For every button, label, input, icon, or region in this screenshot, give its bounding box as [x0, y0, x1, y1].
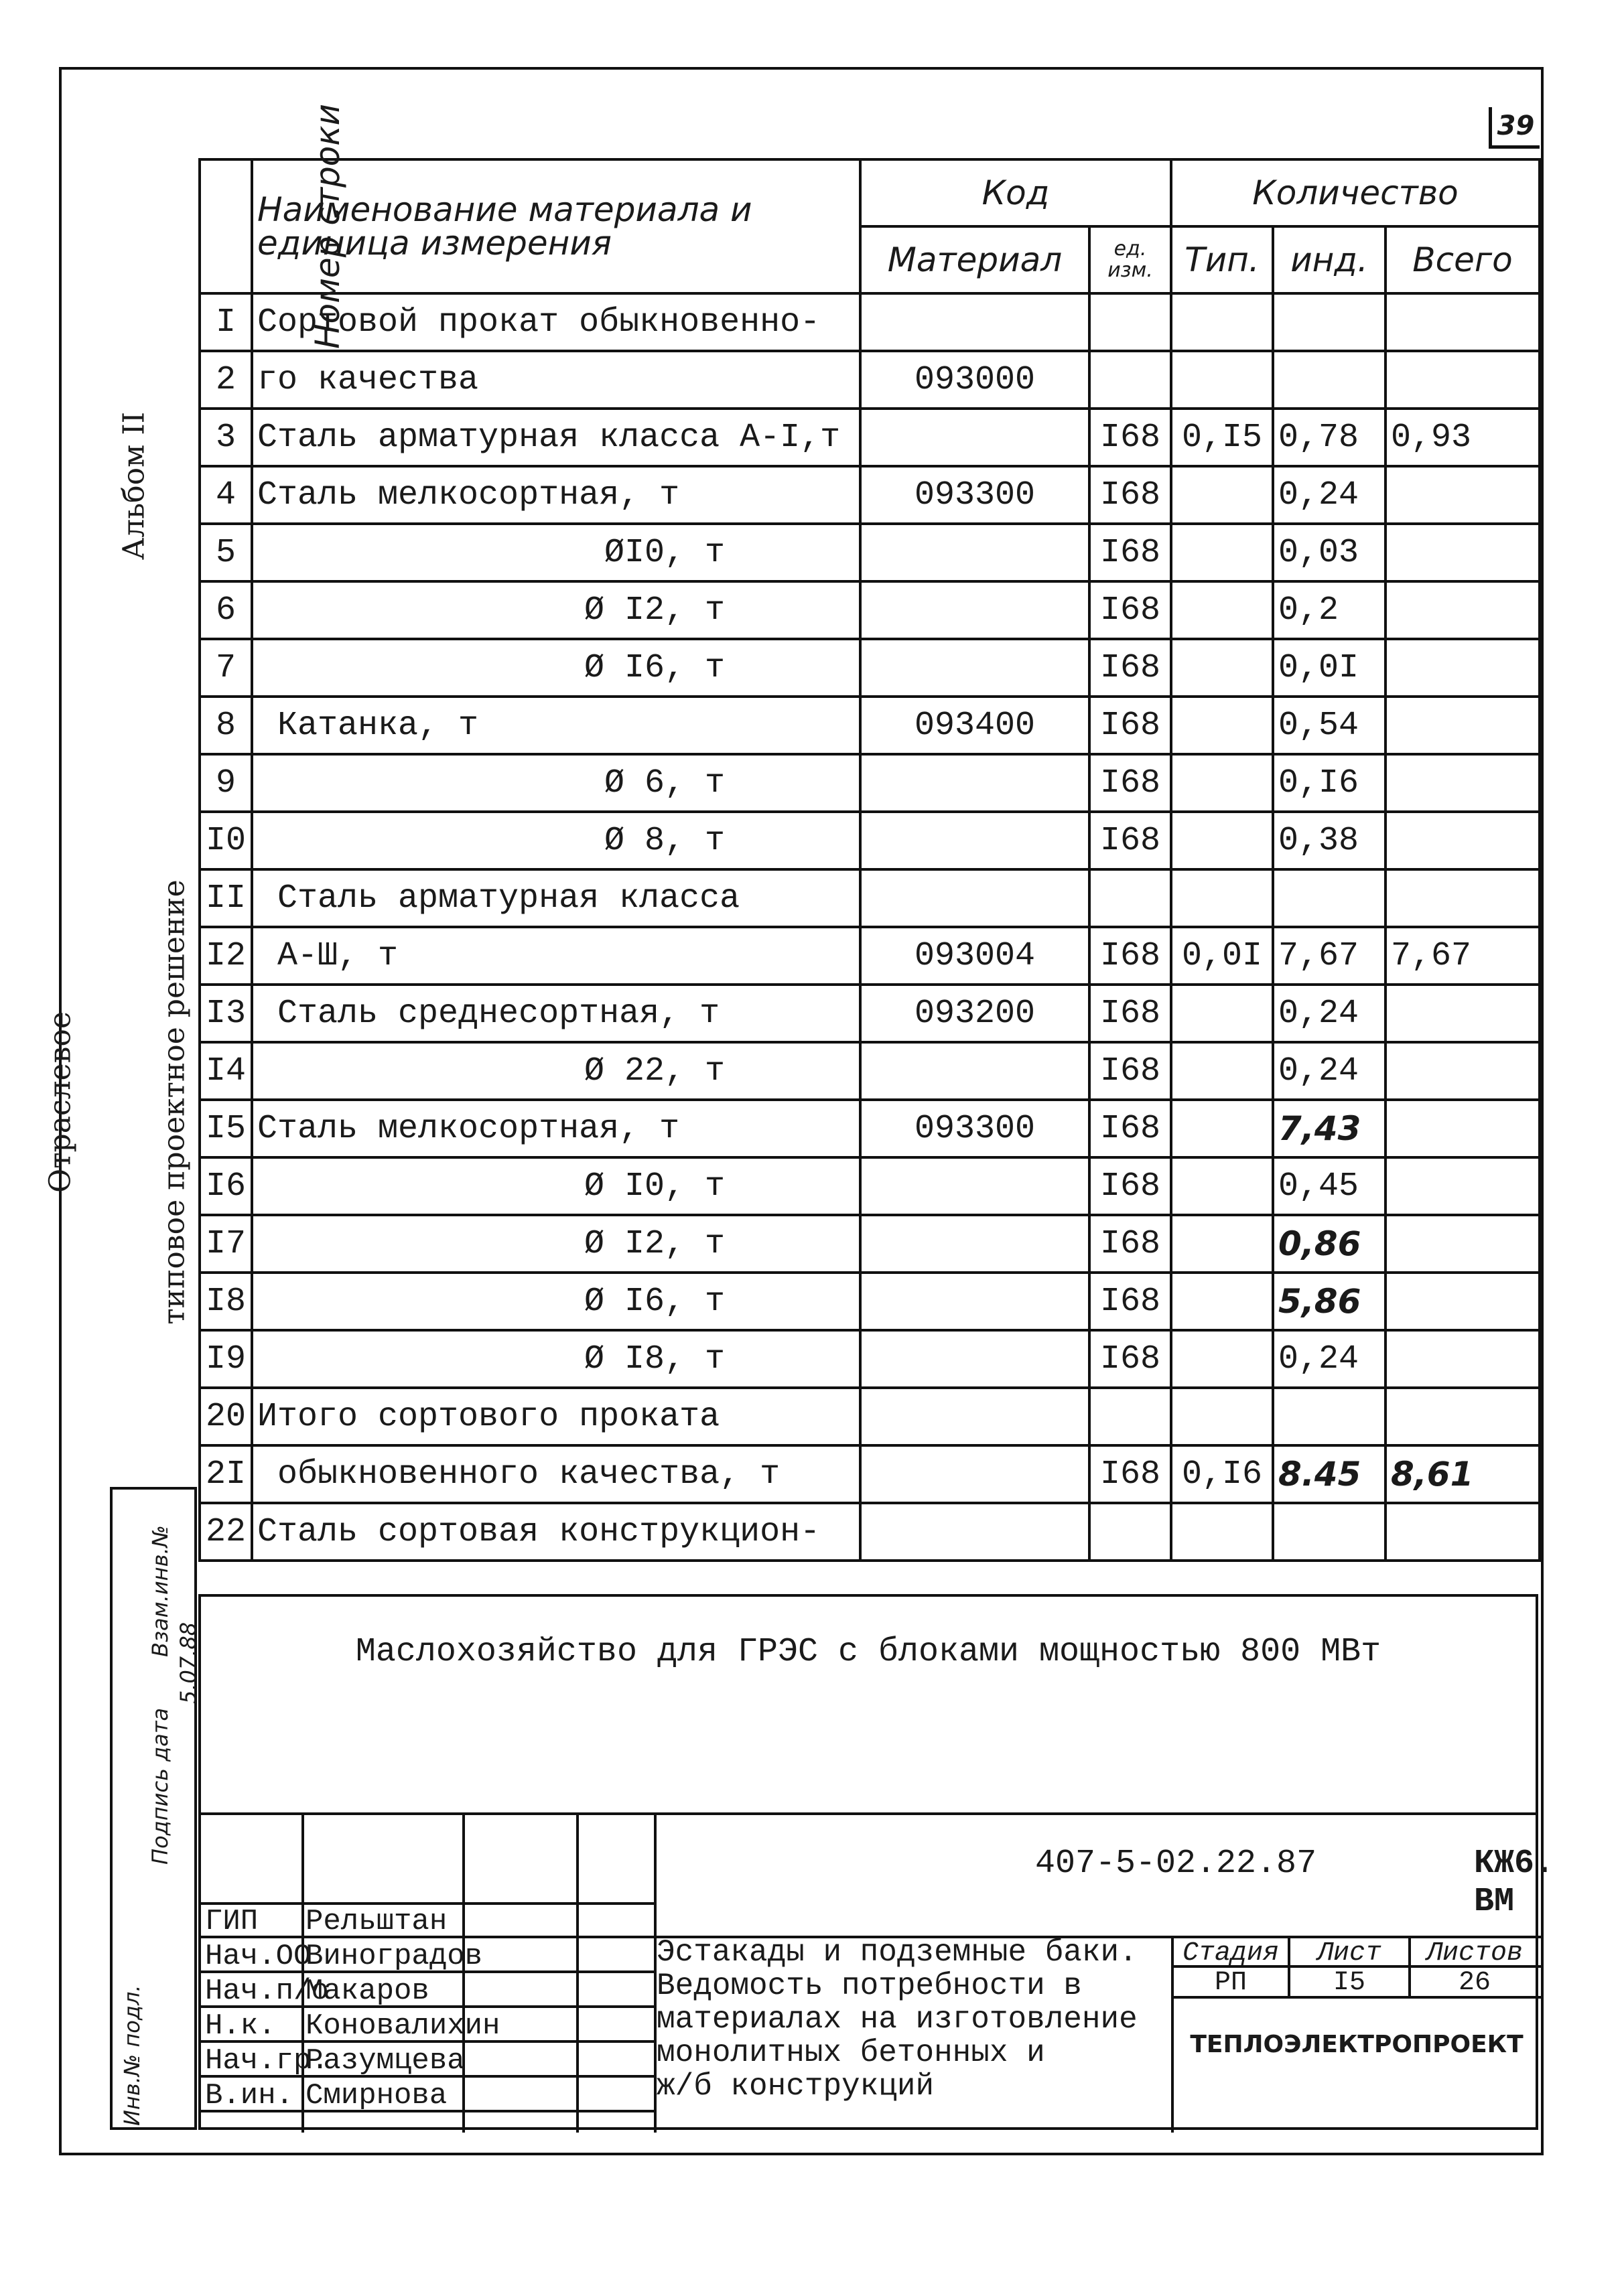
cell-ind	[1273, 869, 1385, 927]
table-row	[200, 754, 1540, 812]
cell-no: 22	[200, 1503, 252, 1561]
cell-typ	[1171, 869, 1273, 927]
cell-typ	[1171, 1215, 1273, 1273]
cell-unit	[1089, 1388, 1171, 1445]
cell-name: го качества	[252, 351, 860, 409]
cell-code	[860, 1503, 1089, 1561]
cell-no: I9	[200, 1330, 252, 1388]
role-gip: ГИП	[205, 1905, 259, 1938]
cell-code	[860, 524, 1089, 581]
cell-no: 5	[200, 524, 252, 581]
cell-code	[860, 293, 1089, 351]
cell-no: 2I	[200, 1445, 252, 1503]
table-row	[200, 812, 1540, 869]
cell-ind	[1273, 1503, 1385, 1561]
cell-typ	[1171, 985, 1273, 1042]
cell-typ	[1171, 1273, 1273, 1330]
cell-no: 20	[200, 1388, 252, 1445]
cell-no: I5	[200, 1100, 252, 1157]
table-row	[200, 869, 1540, 927]
cell-typ	[1171, 639, 1273, 697]
left-approval-stamp	[110, 1487, 201, 2130]
cell-no: 9	[200, 754, 252, 812]
cell-ind	[1273, 293, 1385, 351]
cell-unit: I68	[1089, 409, 1171, 466]
cell-ind: 8.45	[1273, 1445, 1385, 1503]
drawing-title: Маслохозяйство для ГРЭС с блоками мощностью 800 МВт	[355, 1633, 1381, 1671]
cell-unit: I68	[1089, 1273, 1171, 1330]
cell-unit: I68	[1089, 581, 1171, 639]
cell-no: 7	[200, 639, 252, 697]
cell-ind: 0,24	[1273, 1330, 1385, 1388]
cell-ind: 0,78	[1273, 409, 1385, 466]
cell-code	[860, 409, 1089, 466]
sheet-description: Эстакады и подземные баки. Ведомость потребности в материалах на изготовление монолитных бетонных и ж/б конструкций	[657, 1935, 1138, 2104]
cell-no: I2	[200, 927, 252, 985]
cell-name: Сталь мелкосортная, т	[252, 1100, 860, 1157]
stage-value: РП	[1214, 1968, 1247, 1998]
cell-name: Ø I6, т	[252, 1273, 860, 1330]
cell-ind: 7,43	[1273, 1100, 1385, 1157]
role-nk: Н.к.	[205, 2009, 276, 2043]
cell-ind: 0,24	[1273, 985, 1385, 1042]
cell-code	[860, 869, 1089, 927]
row-number-header: Номер строки	[200, 159, 252, 293]
stage-label: Стадия	[1182, 1938, 1280, 1968]
table-row	[200, 293, 1540, 351]
cell-unit: I68	[1089, 1100, 1171, 1157]
code-header: Код	[860, 159, 1171, 226]
project-label-line1: Отраслевое	[43, 1011, 78, 1193]
cell-unit: I68	[1089, 985, 1171, 1042]
cell-typ: 0,0I	[1171, 927, 1273, 985]
cell-ind	[1273, 1388, 1385, 1445]
name-nk: Коновалихин	[306, 2009, 500, 2043]
cell-name: Ø 6, т	[252, 754, 860, 812]
cell-no: II	[200, 869, 252, 927]
cell-total: 8,61	[1385, 1445, 1540, 1503]
cell-ind: 0,2	[1273, 581, 1385, 639]
cell-ind: 5,86	[1273, 1273, 1385, 1330]
sign-date-label: Подпись дата	[147, 1707, 173, 1865]
cell-no: 4	[200, 466, 252, 524]
cell-total	[1385, 697, 1540, 754]
cell-unit: I68	[1089, 1445, 1171, 1503]
cell-name: Сталь арматурная класса	[252, 869, 860, 927]
cell-ind: 0,86	[1273, 1215, 1385, 1273]
cell-name: ØI0, т	[252, 524, 860, 581]
cell-total	[1385, 466, 1540, 524]
cell-typ	[1171, 754, 1273, 812]
cell-typ	[1171, 466, 1273, 524]
cell-name: А-Ш, т	[252, 927, 860, 985]
cell-typ	[1171, 581, 1273, 639]
table-row	[200, 1445, 1540, 1503]
cell-no: 3	[200, 409, 252, 466]
cell-code: 093200	[860, 985, 1089, 1042]
cell-typ	[1171, 1042, 1273, 1100]
name-nach-oo: Виноградов	[306, 1940, 483, 1973]
cell-total	[1385, 639, 1540, 697]
cell-total: 0,93	[1385, 409, 1540, 466]
cell-no: 6	[200, 581, 252, 639]
cell-ind: 7,67	[1273, 927, 1385, 985]
document-code: 407-5-02.22.87	[1035, 1845, 1317, 1883]
table-row	[200, 1157, 1540, 1215]
cell-total	[1385, 1388, 1540, 1445]
cell-name: Итого сортового проката	[252, 1388, 860, 1445]
table-row	[200, 581, 1540, 639]
cell-ind: 0,03	[1273, 524, 1385, 581]
table-row	[200, 466, 1540, 524]
title-block	[198, 1594, 1538, 1815]
typ-header: Тип.	[1171, 226, 1273, 293]
cell-unit: I68	[1089, 754, 1171, 812]
table-row	[200, 927, 1540, 985]
table-row	[200, 351, 1540, 409]
cell-total	[1385, 985, 1540, 1042]
role-nach-po: Нач.п/о	[205, 1975, 329, 2008]
cell-code: 093004	[860, 927, 1089, 985]
cell-unit: I68	[1089, 1330, 1171, 1388]
name-header: Наименование материала и единица измерения	[252, 159, 860, 293]
cell-total	[1385, 869, 1540, 927]
cell-code	[860, 1157, 1089, 1215]
cell-unit: I68	[1089, 812, 1171, 869]
cell-no: I0	[200, 812, 252, 869]
cell-total	[1385, 293, 1540, 351]
cell-total	[1385, 1503, 1540, 1561]
title-stamp	[198, 1812, 1555, 2130]
sheet-label: Лист	[1316, 1938, 1381, 1968]
cell-unit: I68	[1089, 927, 1171, 985]
cell-typ: 0,I6	[1171, 1445, 1273, 1503]
role-nach-oo: Нач.ОО	[205, 1940, 312, 1973]
cell-name: Сталь мелкосортная, т	[252, 466, 860, 524]
cell-unit: I68	[1089, 1157, 1171, 1215]
role-v-in: В.ин.	[205, 2079, 294, 2112]
cell-total	[1385, 351, 1540, 409]
cell-name: Ø I8, т	[252, 1330, 860, 1388]
cell-typ: 0,I5	[1171, 409, 1273, 466]
cell-typ	[1171, 1157, 1273, 1215]
cell-unit: I68	[1089, 697, 1171, 754]
cell-total	[1385, 1157, 1540, 1215]
cell-ind: 0,24	[1273, 1042, 1385, 1100]
role-nach-gr: Нач.гр.	[205, 2044, 329, 2078]
cell-no: I4	[200, 1042, 252, 1100]
cell-ind: 0,54	[1273, 697, 1385, 754]
cell-name: Ø I2, т	[252, 581, 860, 639]
cell-no: I6	[200, 1157, 252, 1215]
total-header: Всего	[1385, 226, 1540, 293]
cell-name: Ø 8, т	[252, 812, 860, 869]
name-nach-po: Макаров	[306, 1975, 429, 2008]
cell-code: 093400	[860, 697, 1089, 754]
cell-typ	[1171, 1388, 1273, 1445]
table-row	[200, 697, 1540, 754]
table-row	[200, 1100, 1540, 1157]
cell-unit: I68	[1089, 466, 1171, 524]
album-label: Альбом II	[117, 411, 151, 561]
cell-code: 093300	[860, 1100, 1089, 1157]
cell-name: Ø I2, т	[252, 1215, 860, 1273]
cell-total	[1385, 754, 1540, 812]
cell-code	[860, 1273, 1089, 1330]
table-row	[200, 639, 1540, 697]
material-header: Материал	[860, 226, 1089, 293]
cell-typ	[1171, 351, 1273, 409]
cell-unit	[1089, 1503, 1171, 1561]
cell-unit	[1089, 351, 1171, 409]
quantity-header: Количество	[1171, 159, 1540, 226]
cell-code	[860, 1388, 1089, 1445]
cell-name: Сталь среднесортная, т	[252, 985, 860, 1042]
project-label-line2: типовое проектное решение	[157, 879, 192, 1325]
cell-total	[1385, 1273, 1540, 1330]
cell-typ	[1171, 812, 1273, 869]
cell-typ	[1171, 1503, 1273, 1561]
table-row	[200, 1215, 1540, 1273]
cell-typ	[1171, 1330, 1273, 1388]
name-gip: Рельштан	[306, 1905, 448, 1938]
cell-name: Сортовой прокат обыкновенно-	[252, 293, 860, 351]
cell-unit: I68	[1089, 1042, 1171, 1100]
cell-name: обыкновенного качества, т	[252, 1445, 860, 1503]
table-row	[200, 985, 1540, 1042]
inv-label: Инв.№ подл.	[119, 1985, 145, 2126]
date-value: 5.07.88	[176, 1622, 201, 1704]
cell-code: 093300	[860, 466, 1089, 524]
cell-ind	[1273, 351, 1385, 409]
cell-ind: 0,I6	[1273, 754, 1385, 812]
table-row	[200, 1503, 1540, 1561]
cell-name: Сталь сортовая конструкцион-	[252, 1503, 860, 1561]
cell-total	[1385, 524, 1540, 581]
cell-code	[860, 1042, 1089, 1100]
sheet-value: I5	[1333, 1968, 1365, 1998]
table-row	[200, 524, 1540, 581]
name-v-in: Смирнова	[306, 2079, 448, 2112]
cell-ind: 0,0I	[1273, 639, 1385, 697]
cell-total	[1385, 1100, 1540, 1157]
cell-code	[860, 1445, 1089, 1503]
cell-no: I8	[200, 1273, 252, 1330]
table-row	[200, 1330, 1540, 1388]
cell-code	[860, 581, 1089, 639]
cell-no: I7	[200, 1215, 252, 1273]
cell-total	[1385, 1042, 1540, 1100]
cell-typ	[1171, 697, 1273, 754]
table-row	[200, 1042, 1540, 1100]
unit-header: ед. изм.	[1089, 226, 1171, 293]
cell-unit: I68	[1089, 524, 1171, 581]
cell-no: 2	[200, 351, 252, 409]
cell-name: Ø 22, т	[252, 1042, 860, 1100]
cell-typ	[1171, 524, 1273, 581]
table-row	[200, 1273, 1540, 1330]
cell-total	[1385, 1215, 1540, 1273]
cell-code	[860, 1330, 1089, 1388]
name-nach-gr: Разумцева	[306, 2044, 465, 2078]
table-row	[200, 1388, 1540, 1445]
cell-code	[860, 754, 1089, 812]
cell-unit: I68	[1089, 1215, 1171, 1273]
table-row	[200, 409, 1540, 466]
sheets-value: 26	[1458, 1968, 1491, 1998]
cell-no: I3	[200, 985, 252, 1042]
cell-total	[1385, 1330, 1540, 1388]
cell-total: 7,67	[1385, 927, 1540, 985]
cell-typ	[1171, 293, 1273, 351]
cell-code	[860, 639, 1089, 697]
cell-code	[860, 1215, 1089, 1273]
cell-typ	[1171, 1100, 1273, 1157]
cell-unit	[1089, 293, 1171, 351]
drawing-mark: КЖ6. ВМ	[1474, 1845, 1555, 1921]
cell-unit: I68	[1089, 639, 1171, 697]
cell-total	[1385, 812, 1540, 869]
replace-inv-label: Взам.инв.№	[147, 1525, 173, 1657]
cell-ind: 0,24	[1273, 466, 1385, 524]
cell-ind: 0,38	[1273, 812, 1385, 869]
cell-ind: 0,45	[1273, 1157, 1385, 1215]
cell-total	[1385, 581, 1540, 639]
cell-code: 093000	[860, 351, 1089, 409]
organization-name: ТЕПЛОЭЛЕКТРОПРОЕКТ	[1190, 2031, 1524, 2058]
cell-name: Сталь арматурная класса А-I,т	[252, 409, 860, 466]
cell-code	[860, 812, 1089, 869]
sheets-label: Листов	[1426, 1938, 1524, 1968]
cell-no: 8	[200, 697, 252, 754]
cell-name: Ø I6, т	[252, 639, 860, 697]
page-number: 39	[1489, 107, 1540, 149]
cell-name: Ø I0, т	[252, 1157, 860, 1215]
cell-unit	[1089, 869, 1171, 927]
cell-name: Катанка, т	[252, 697, 860, 754]
cell-no: I	[200, 293, 252, 351]
ind-header: инд.	[1273, 226, 1385, 293]
